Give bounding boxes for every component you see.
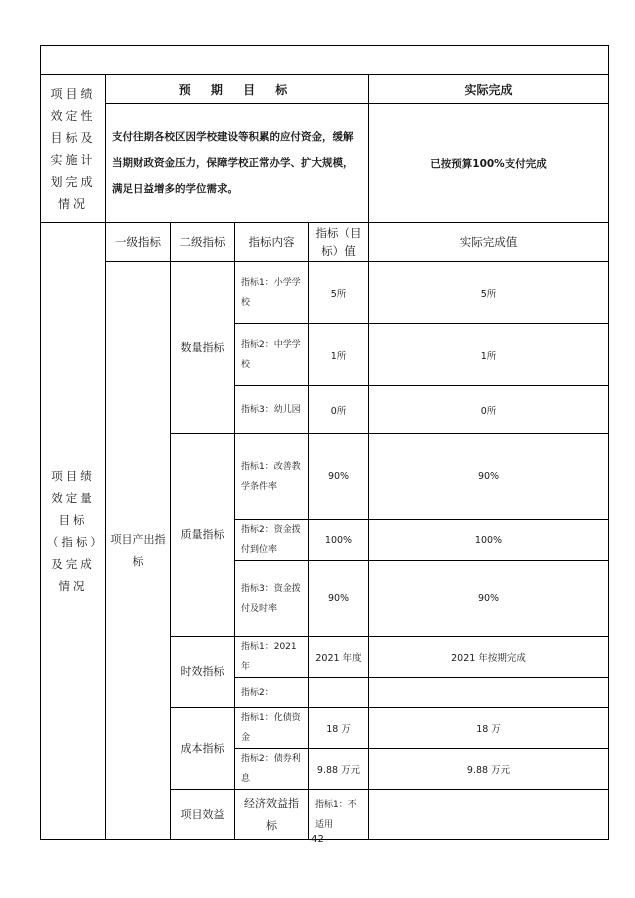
target-value: 90% [309,561,369,637]
actual-value: 5所 [369,262,609,324]
content-header: 指标内容 [235,223,309,262]
quantity-indicator-label: 数量指标 [171,262,235,434]
target-value: 0所 [309,386,369,434]
actual-value: 0所 [369,386,609,434]
qualitative-content-row [41,104,609,223]
indicator-content: 指标3：幼儿园 [235,386,309,434]
actual-value: 1所 [369,324,609,386]
actual-value-header: 实际完成值 [369,223,609,262]
quantitative-column-header-row [41,223,609,262]
indicator-content: 指标1：不适用 [309,790,369,840]
indicator-content: 指标3：资金拨付及时率 [235,561,309,637]
quantitative-section-title: 项目绩效定量目标（指标）及完成情况 [41,223,106,840]
qualitative-section-title: 项目绩效定性目标及实施计划完成情况 [41,75,106,223]
quality-indicator-label: 质量指标 [171,434,235,637]
cost-indicator-label: 成本指标 [171,708,235,790]
level2-header: 二级指标 [171,223,235,262]
actual-value: 18 万 [369,708,609,749]
target-value: 5所 [309,262,369,324]
expected-goal-text: 支付往期各校区因学校建设等积累的应付资金，缓解当期财政资金压力，保障学校正常办学、扩大规模，满足日益增多的学位需求。 [106,104,369,223]
actual-value: 90% [369,561,609,637]
target-header: 指标（目标）值 [309,223,369,262]
performance-table [40,45,609,840]
target-value: 9.88 万元 [309,749,369,790]
indicator-content: 指标2：债券利息 [235,749,309,790]
timeliness-indicator-label: 时效指标 [171,637,235,708]
table-row [41,262,609,324]
indicator-content: 指标2： [235,678,309,708]
target-value [369,790,609,840]
target-value: 2021 年度 [309,637,369,678]
page-number: 42 [311,834,324,845]
target-value: 100% [309,520,369,561]
indicator-content: 指标1：2021年 [235,637,309,678]
target-value [309,678,369,708]
table-top-blank-row [41,46,609,75]
actual-value: 100% [369,520,609,561]
indicator-content: 指标1：改善教学条件率 [235,434,309,520]
indicator-content: 指标1：化债资金 [235,708,309,749]
expected-goal-header: 预 期 目 标 [106,75,369,104]
output-level1-label: 项目产出指标 [106,262,171,840]
economic-indicator-label: 经济效益指标 [235,790,309,840]
actual-completion-text: 已按预算100%支付完成 [369,104,609,223]
qualitative-header-row [41,75,609,104]
actual-value: 9.88 万元 [369,749,609,790]
indicator-content: 指标2：中学学校 [235,324,309,386]
actual-value: 90% [369,434,609,520]
actual-value: 2021 年按期完成 [369,637,609,678]
actual-completion-header: 实际完成 [369,75,609,104]
indicator-content: 指标2：资金拨付到位率 [235,520,309,561]
benefit-level1-label: 项目效益 [171,790,235,840]
target-value: 18 万 [309,708,369,749]
target-value: 1所 [309,324,369,386]
actual-value [369,678,609,708]
target-value: 90% [309,434,369,520]
level1-header: 一级指标 [106,223,171,262]
indicator-content: 指标1：小学学校 [235,262,309,324]
blank-cell [41,46,609,75]
